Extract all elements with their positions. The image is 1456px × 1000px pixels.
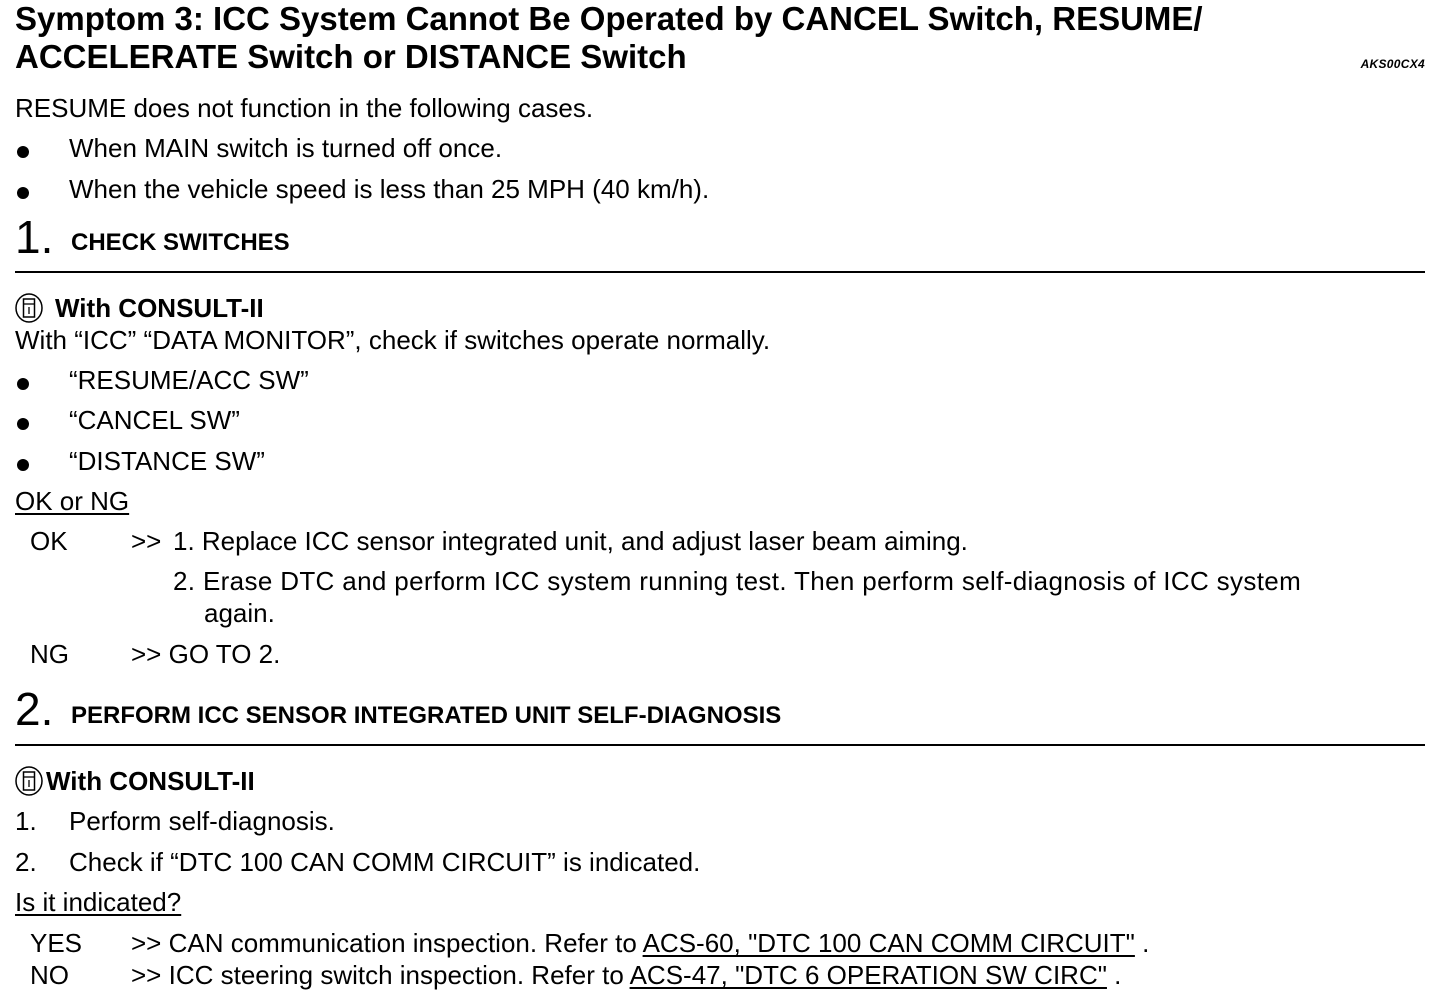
page-title: Symptom 3: ICC System Cannot Be Operated by CANCEL Switch, RESUME/ ACCELERATE Switch or DISTANCE Switch [15,0,1203,75]
switch-item: “RESUME/ACC SW” [69,365,309,395]
no-action-text: >> ICC steering switch inspection. Refer to [131,960,630,990]
section-divider [15,744,1425,746]
bullet-icon [17,146,29,158]
ok-arrow: >> [131,526,162,556]
consult-label: With CONSULT-II [46,766,255,796]
bullet-icon [17,459,29,471]
ok-action-continued: again. [204,598,275,628]
yes-label: YES [30,928,83,958]
procedure-text: Perform self-diagnosis. [69,806,335,836]
step-title: PERFORM ICC SENSOR INTEGRATED UNIT SELF-DIAGNOSIS [71,702,782,729]
ok-label: OK [30,526,68,556]
ng-action: >> GO TO 2. [131,639,281,669]
no-label: NO [30,960,69,990]
consult-ii-icon [15,293,43,323]
document-code: AKS00CX4 [1360,57,1425,71]
ok-action: 1. Replace ICC sensor integrated unit, and adjust laser beam aiming. [173,526,968,556]
bullet-icon [17,418,29,430]
procedure-number: 2. [15,847,37,877]
bullet-icon [17,187,29,199]
procedure-text: Check if “DTC 100 CAN COMM CIRCUIT” is indicated. [69,847,701,877]
acs-47-link[interactable]: ACS-47, "DTC 6 OPERATION SW CIRC" [629,960,1107,990]
section-divider [15,271,1425,273]
bullet-icon [17,378,29,390]
yes-action [131,927,1149,959]
ng-label: NG [30,639,69,669]
intro-text: RESUME does not function in the following cases. [15,93,594,123]
step-number: 2. [15,683,54,735]
ok-action: 2. Erase DTC and perform ICC system running test. Then perform self-diagnosis of ICC system [173,566,1302,596]
procedure-number: 1. [15,806,37,836]
acs-60-link[interactable]: ACS-60, "DTC 100 CAN COMM CIRCUIT" [642,928,1135,958]
step-title: CHECK SWITCHES [71,229,290,256]
no-action [131,959,1121,991]
step-number: 1. [15,211,54,263]
instruction-text: With “ICC” “DATA MONITOR”, check if switches operate normally. [15,325,771,355]
indicated-question: Is it indicated? [15,887,182,917]
ok-ng-question: OK or NG [15,486,130,516]
no-action-end: . [1106,960,1122,990]
switch-item: “DISTANCE SW” [69,446,265,476]
consult-label: With CONSULT-II [55,293,264,323]
yes-action-text: >> CAN communication inspection. Refer to [131,928,643,958]
intro-bullet: When MAIN switch is turned off once. [69,133,503,163]
yes-action-end: . [1134,928,1150,958]
switch-item: “CANCEL SW” [69,405,240,435]
manual-page [15,0,1425,1000]
consult-ii-icon [15,766,43,796]
intro-bullet: When the vehicle speed is less than 25 MPH (40 km/h). [69,174,710,204]
